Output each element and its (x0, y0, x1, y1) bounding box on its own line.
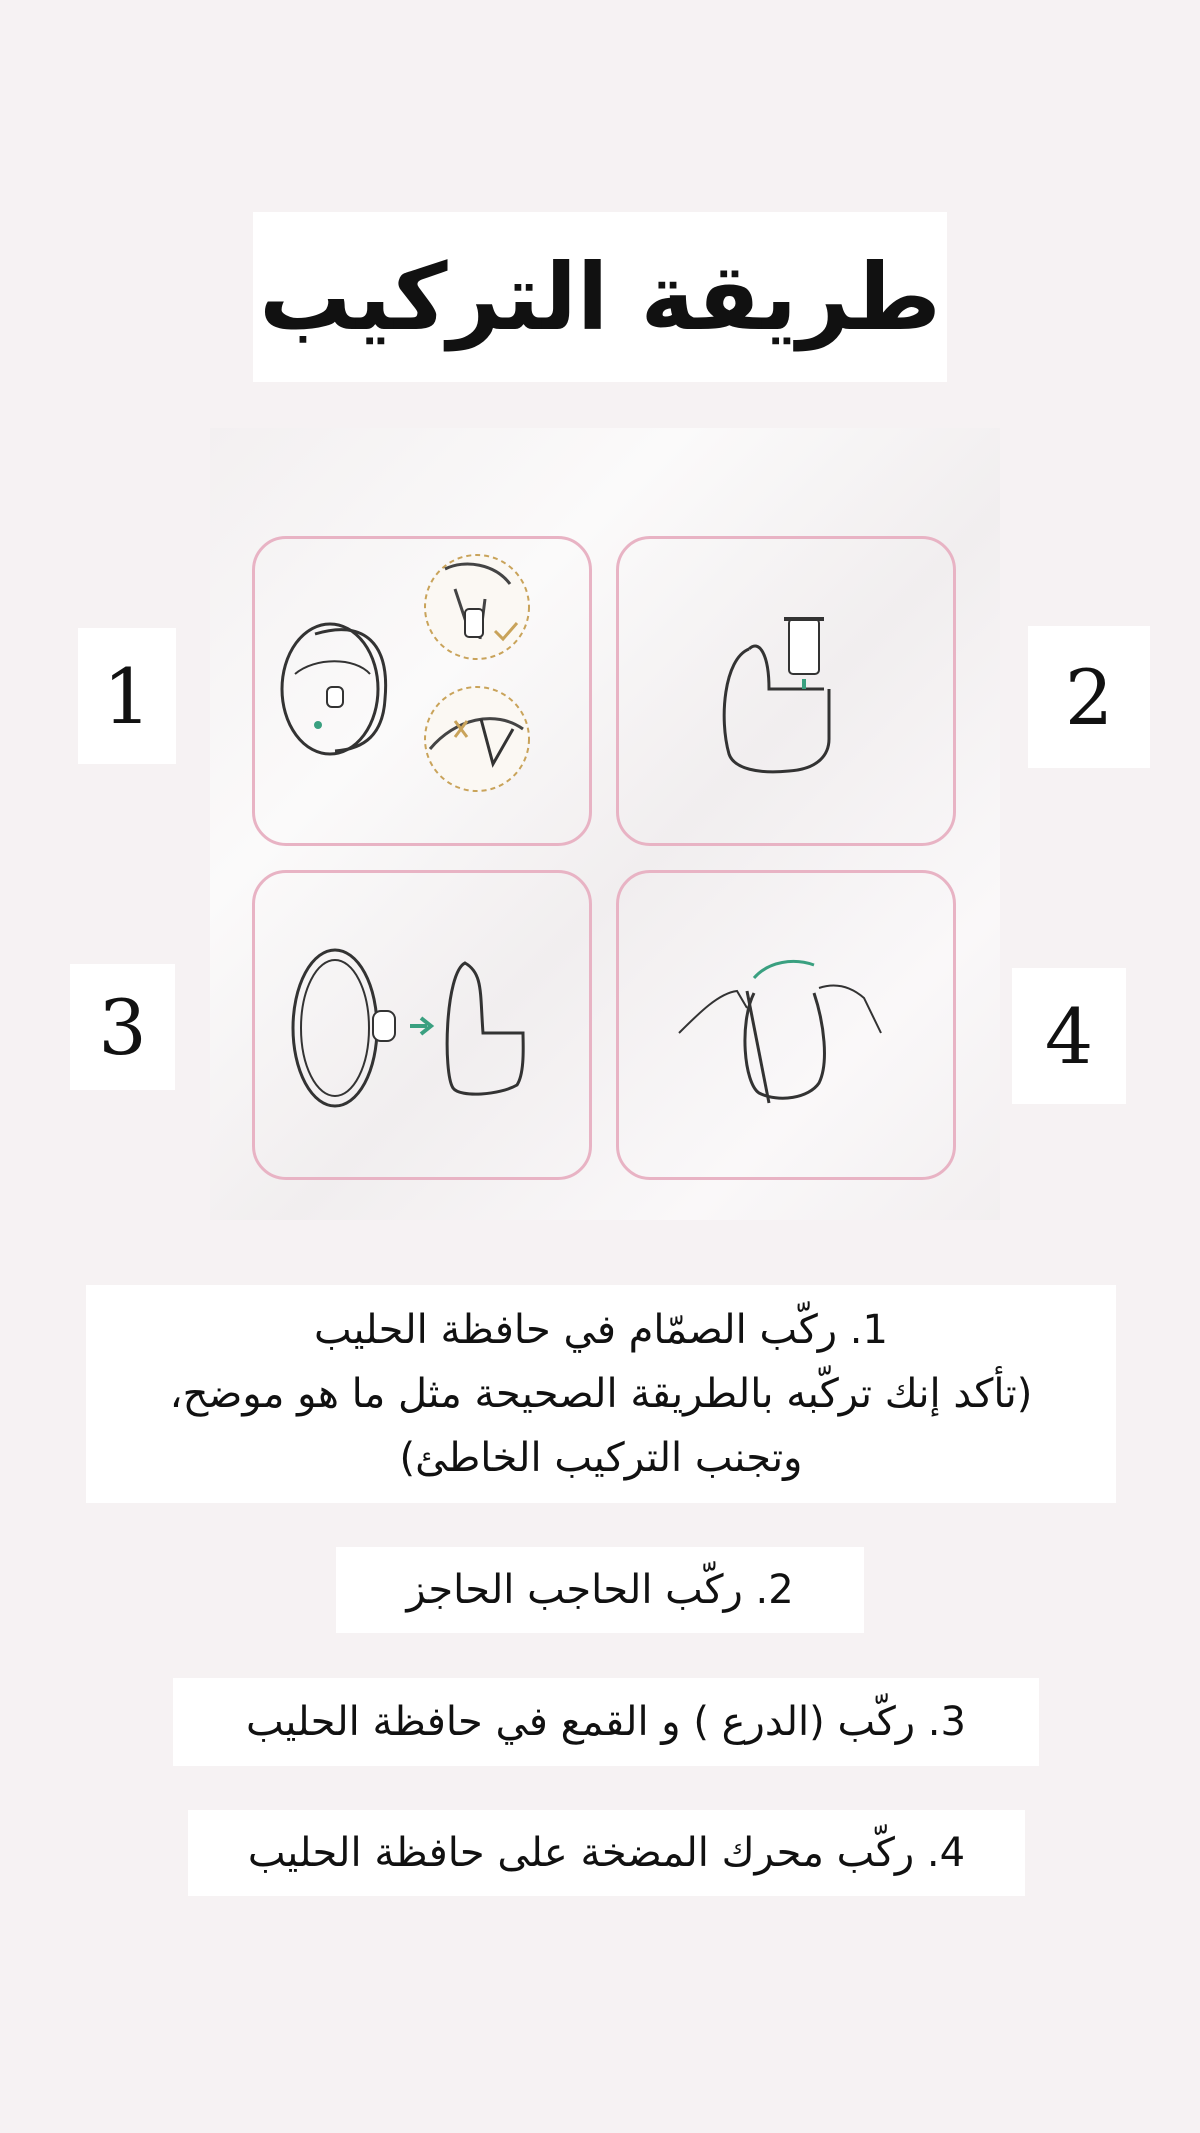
green-arrow-icon (410, 1018, 431, 1034)
step2-illustration (616, 536, 956, 846)
valve-install-diagram (255, 539, 595, 849)
step-number-1: 1 (78, 628, 176, 764)
correct-zoom-circle (425, 555, 529, 659)
rotate-arrow-icon (754, 961, 814, 978)
instruction-step1-line2: (تأكد إنك تركّبه بالطريقة الصحيحة مثل ما هو موضح، (169, 1371, 1033, 1417)
title-box (253, 212, 947, 382)
shield-funnel-diagram (255, 873, 595, 1183)
illustration-panel (210, 428, 1000, 1220)
instruction-step1-line3: وتجنب التركيب الخاطئ) (399, 1435, 803, 1481)
instruction-step1 (86, 1285, 1116, 1503)
step-number-2: 2 (1028, 626, 1150, 768)
step1-illustration (252, 536, 592, 846)
step-number-4: 4 (1012, 968, 1126, 1104)
step3-illustration (252, 870, 592, 1180)
motor-attach-diagram (619, 873, 959, 1183)
instruction-step4: 4. ركّب محرك المضخة على حافظة الحليب (188, 1810, 1025, 1896)
page-title: طريقة التركيب (259, 243, 941, 351)
membrane-install-diagram (619, 539, 959, 849)
step-number-3: 3 (70, 964, 175, 1090)
step4-illustration (616, 870, 956, 1180)
instruction-step3: 3. ركّب (الدرع ) و القمع في حافظة الحليب (173, 1678, 1039, 1766)
instruction-step1-line1: 1. ركّب الصمّام في حافظة الحليب (314, 1307, 888, 1353)
instruction-step2: 2. ركّب الحاجب الحاجز (336, 1547, 864, 1633)
green-marker-icon (314, 721, 322, 729)
